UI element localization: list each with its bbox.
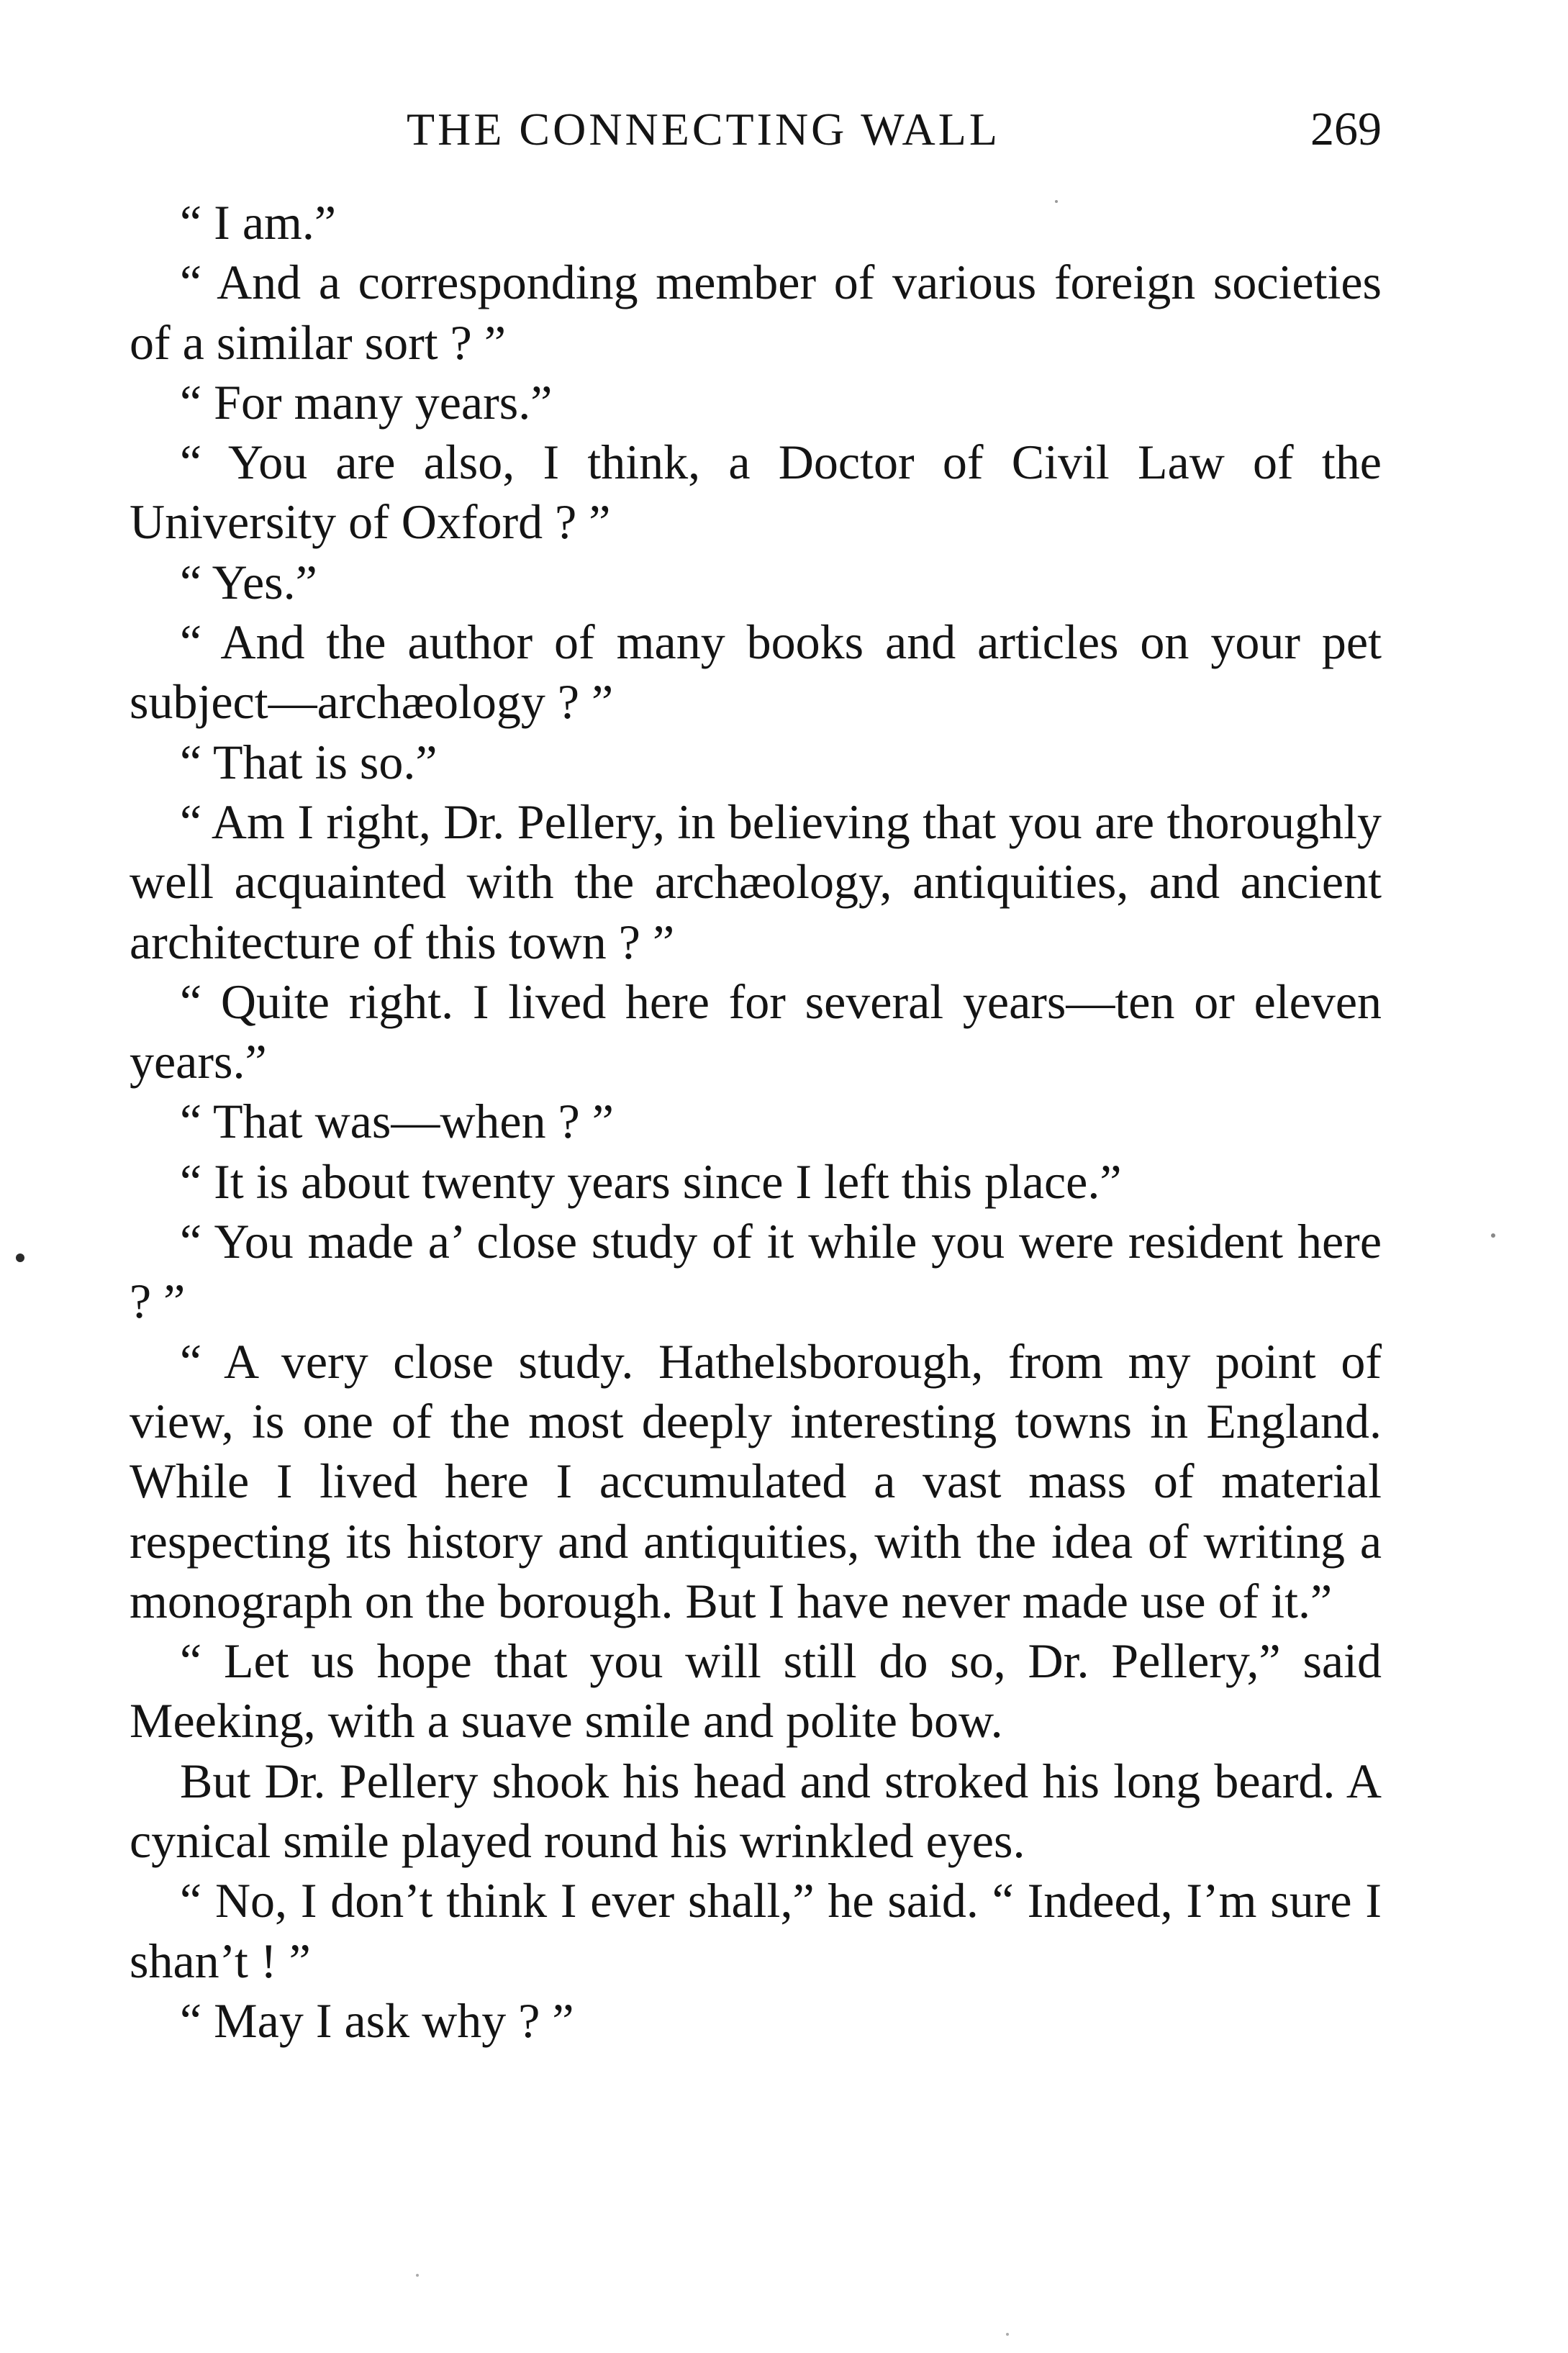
page-number: 269 [1310, 103, 1382, 155]
paragraph: “ For many years.” [180, 374, 553, 430]
body-text [130, 193, 1382, 2051]
paragraph: “ I am.” [180, 195, 337, 250]
paragraph: “ No, I don’t think I ever shall,” he said. “ Indeed, I’m sure I shan’t ! ” [130, 1873, 1382, 1988]
paragraph: “ That is so.” [180, 734, 438, 789]
paragraph: “ Quite right. I lived here for several years—ten or eleven years.” [130, 974, 1382, 1089]
print-speck [1055, 200, 1058, 203]
paragraph: “ You made a’ close study of it while you were resident here ? ” [130, 1214, 1382, 1329]
paragraph: “ And the author of many books and articles on your pet subject—archæology ? ” [130, 615, 1382, 730]
paragraph: “ Let us hope that you will still do so, Dr. Pellery,” said Meeking, with a suave smile and polite bow. [130, 1633, 1382, 1749]
paragraph: “ May I ask why ? ” [180, 1992, 574, 2048]
paragraph: “ Am I right, Dr. Pellery, in believing that you are thoroughly well acquainted with the archæology, antiquities, and ancient architecture of this town ? ” [130, 794, 1382, 969]
paragraph: “ That was—when ? ” [180, 1094, 614, 1149]
print-speck [16, 1253, 24, 1262]
running-head [130, 97, 1382, 162]
paragraph: But Dr. Pellery shook his head and stroked his long beard. A cynical smile played round his wrinkled eyes. [130, 1753, 1382, 1869]
paragraph: “ A very close study. Hathelsborough, from my point of view, is one of the most deeply interesting towns in England. While I lived here I accumulated a vast mass of material respecting its history and antiquities, with the idea of writing a monograph on the borough. But I have never made use of it.” [130, 1333, 1382, 1628]
print-speck [416, 2274, 419, 2277]
paragraph: “ And a corresponding member of various foreign societies of a similar sort ? ” [130, 255, 1382, 370]
paragraph: “ It is about twenty years since I left this place.” [180, 1153, 1122, 1209]
print-speck [1006, 2333, 1009, 2336]
paragraph: “ Yes.” [180, 554, 317, 609]
paragraph: “ You are also, I think, a Doctor of Civil Law of the University of Oxford ? ” [130, 435, 1382, 550]
print-speck [1491, 1233, 1495, 1238]
running-title: THE CONNECTING WALL [407, 104, 1000, 155]
